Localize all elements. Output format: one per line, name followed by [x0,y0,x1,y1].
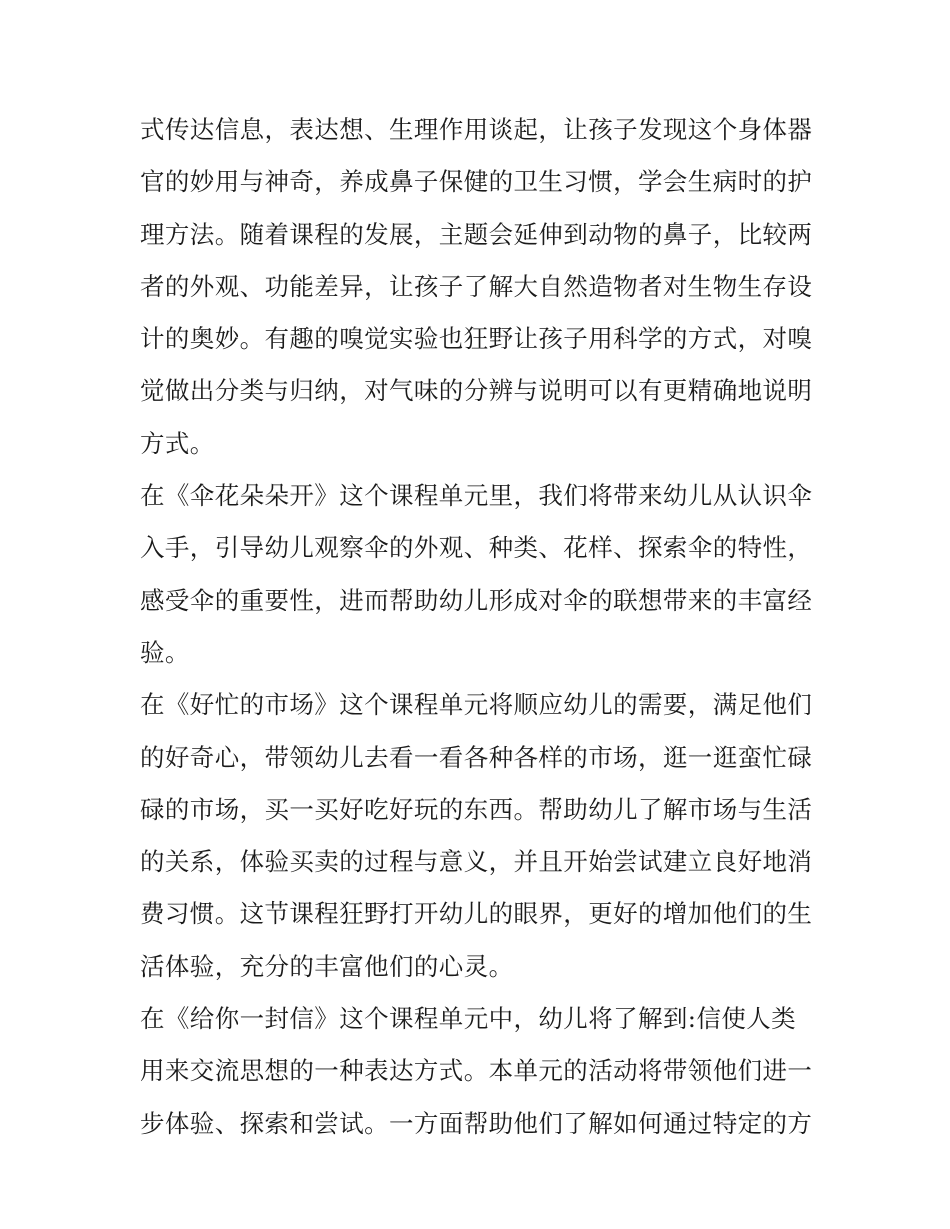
text-line: 式传达信息，表达想、生理作用谈起，让孩子发现这个身体器 [140,115,813,144]
text-line: 的关系，体验买卖的过程与意义，并且开始尝试建立良好地消 [140,847,813,877]
text-line: 步体验、探索和尝试。一方面帮助他们了解如何通过特定的方 [140,1108,813,1138]
text-line: 验。 [140,637,190,667]
text-line: 在《好忙的市场》这个课程单元将顺应幼儿的需要，满足他们 [140,690,813,720]
text-line: 者的外观、功能差异，让孩子了解大自然造物者对生物生存设 [140,271,813,301]
text-line: 计的奥妙。有趣的嗅觉实验也狂野让孩子用科学的方式，对嗅 [140,324,813,354]
text-line: 方式。 [140,428,215,458]
text-line: 的好奇心，带领幼儿去看一看各种各样的市场，逛一逛蛮忙碌 [140,742,813,772]
text-line: 觉做出分类与归纳，对气味的分辨与说明可以有更精确地说明 [140,376,813,406]
text-line: 用来交流思想的一种表达方式。本单元的活动将带领他们进一 [140,1056,813,1086]
text-line: 入手，引导幼儿观察伞的外观、种类、花样、探索伞的特性， [140,533,813,563]
text-line: 官的妙用与神奇，养成鼻子保健的卫生习惯，学会生病时的护 [140,167,813,197]
document-body [140,104,816,1150]
text-line: 活体验，充分的丰富他们的心灵。 [140,951,514,981]
text-line: 碌的市场，买一买好吃好玩的东西。帮助幼儿了解市场与生活 [140,794,813,824]
text-line: 在《给你一封信》这个课程单元中，幼儿将了解到:信使人类 [140,1004,797,1034]
text-line: 费习惯。这节课程狂野打开幼儿的眼界，更好的增加他们的生 [140,899,813,929]
text-line: 理方法。随着课程的发展，主题会延伸到动物的鼻子，比较两 [140,219,813,249]
text-line: 在《伞花朵朵开》这个课程单元里，我们将带来幼儿从认识伞 [140,481,813,511]
text-line: 感受伞的重要性，进而帮助幼儿形成对伞的联想带来的丰富经 [140,585,813,615]
